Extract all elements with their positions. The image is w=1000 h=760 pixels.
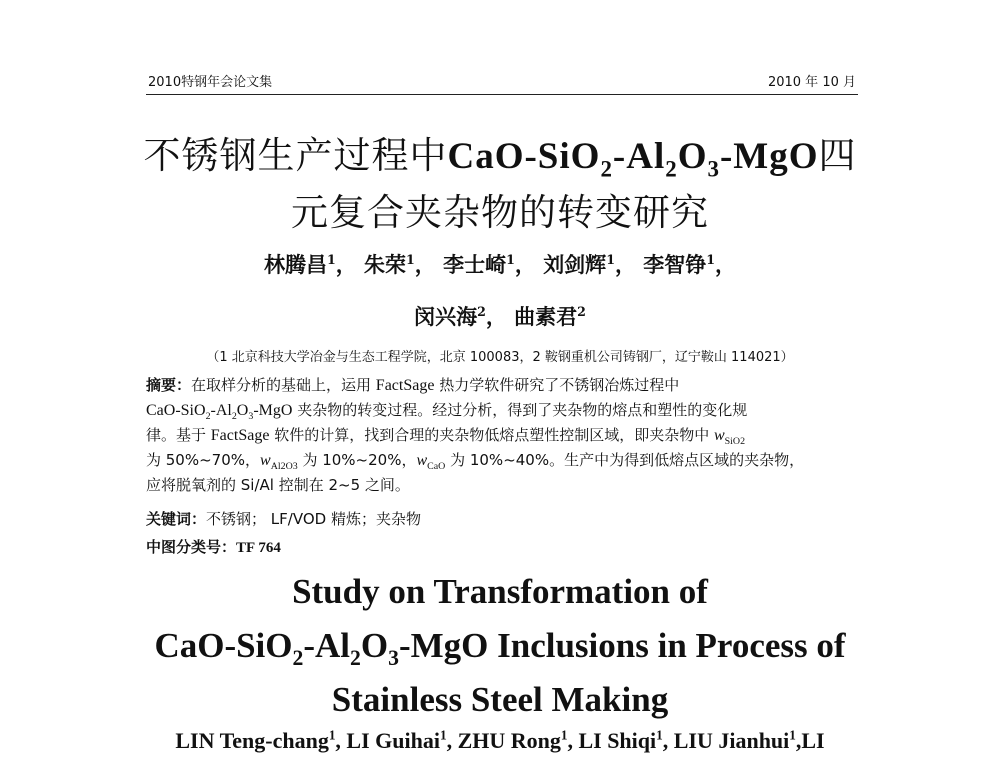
keywords-text: 不锈钢； LF/VOD 精炼；夹杂物 xyxy=(206,510,421,528)
author: 曲素君$^2$ xyxy=(514,304,586,329)
english-title-line-1: Study on Transformation of xyxy=(292,572,708,611)
chinese-title-text: 不锈钢生产过程中 xyxy=(143,134,448,177)
author: LIN Teng-chang$^1$ xyxy=(175,727,336,753)
chinese-title-text-end: 四 xyxy=(818,134,857,177)
chinese-title-formula: CaO-$SiO_2-Al_2O_3$-MgO xyxy=(447,136,819,182)
english-authors: LIN Teng-chang$^1$, LI Guihai$^1$, ZHU Rong$^1$, LI Shiqi$^1$, LIU Jianhui$^1$,LI xyxy=(175,727,825,753)
abstract-line: 律。基于 FactSage 软件的计算，找到合理的夹杂物低熔点塑性控制区域，即夹杂物中 $w_{SiO2}$ xyxy=(146,426,746,448)
author: 李士崎$^1$ xyxy=(443,252,515,277)
author: 刘剑辉$^1$ xyxy=(543,252,615,277)
chinese-authors-line-1: 林腾昌$^1$， 朱荣$^1$， 李士崎$^1$， 刘剑辉$^1$， 李智铮$^1$， xyxy=(263,252,737,277)
chinese-title-line-1 xyxy=(100,128,900,185)
chinese-title-line-2: 元复合夹杂物的转变研究 xyxy=(291,191,709,234)
abstract-line: CaO-$SiO_2-Al_2O_3$-MgO 夹杂物的转变过程。经过分析，得到了夹杂物的熔点和塑性的变化规 xyxy=(146,401,748,423)
author: LI xyxy=(801,728,825,753)
author: 闵兴海$^2$ xyxy=(414,304,486,329)
affiliation: （1 北京科技大学冶金与生态工程学院，北京 100083，2 鞍钢重机公司铸钢厂，辽宁鞍山 114021） xyxy=(206,350,794,365)
chinese-authors-line-2: 闵兴海$^2$， 曲素君$^2$ xyxy=(414,304,586,329)
abstract xyxy=(146,373,858,498)
abstract-label: 摘要： xyxy=(146,376,192,394)
english-title-line-2: CaO-$SiO_2-Al_2O_3$-MgO Inclusions in Process of xyxy=(154,626,846,670)
english-title-line-3: Stainless Steel Making xyxy=(331,680,669,719)
chinese-title xyxy=(100,128,900,241)
keywords xyxy=(146,508,421,529)
classification-number xyxy=(146,536,281,557)
author: ZHU Rong$^1$ xyxy=(457,727,568,753)
author: 朱荣$^1$ xyxy=(364,252,415,277)
author: 李智铮$^1$ xyxy=(643,252,716,277)
author: LI Shiqi$^1$ xyxy=(578,727,663,753)
abstract-line: 应将脱氧剂的 Si/Al 控制在 2~5 之间。 xyxy=(146,476,410,494)
clc-value: TF 764 xyxy=(236,540,281,556)
header-date: 2010 年 10 月 xyxy=(767,75,856,90)
clc-label: 中图分类号： xyxy=(146,538,237,556)
abstract-line: 为 50%~70%，$w_{Al2O3}$ 为 10%~20%，$w_{CaO}$ 为 10%~40%。生产中为得到低熔点区域的夹杂物， xyxy=(146,451,805,473)
abstract-line: 摘要：在取样分析的基础上，运用 FactSage 热力学软件研究了不锈钢冶炼过程中 xyxy=(146,376,680,394)
author: LIU Jianhui$^1$ xyxy=(673,727,796,753)
header-proceedings-name: 2010特钢年会论文集 xyxy=(148,75,273,90)
author: 林腾昌$^1$ xyxy=(263,252,336,277)
keywords-label: 关键词： xyxy=(146,510,207,528)
running-header xyxy=(146,66,858,95)
author: LI Guihai$^1$ xyxy=(346,727,447,753)
